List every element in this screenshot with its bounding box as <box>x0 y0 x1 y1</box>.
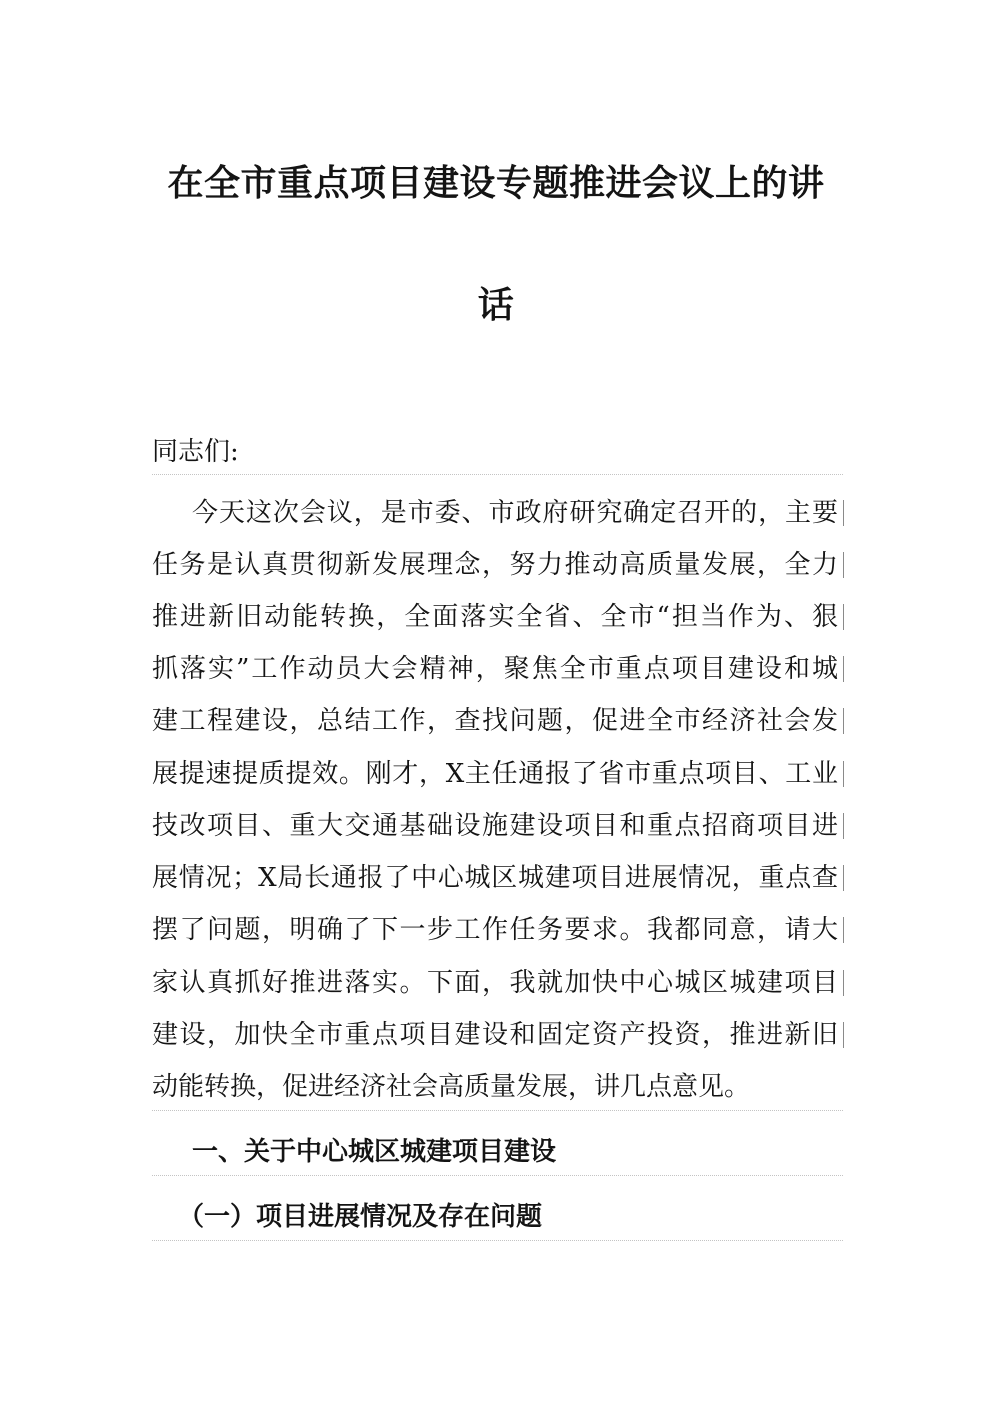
line-end-marker <box>843 970 844 996</box>
paragraph-line: 任务是认真贯彻新发展理念，努力推动高质量发展，全力 <box>152 550 838 580</box>
line-end-marker <box>843 761 844 787</box>
paragraph-line: 抓落实”工作动员大会精神，聚焦全市重点项目建设和城 <box>152 654 838 684</box>
paragraph-line: 家认真抓好推进落实。下面，我就加快中心城区城建项目 <box>152 968 838 998</box>
line-end-marker <box>843 552 844 578</box>
line-end-marker <box>843 1022 844 1048</box>
line-end-marker <box>843 813 844 839</box>
salutation: 同志们: <box>152 437 239 467</box>
paragraph-line: 动能转换，促进经济社会高质量发展，讲几点意见。 <box>152 1072 751 1102</box>
dotted-separator <box>152 474 843 475</box>
paragraph-line: 技改项目、重大交通基础设施建设项目和重点招商项目进 <box>152 811 838 841</box>
paragraph-line: 展情况；X局长通报了中心城区城建项目进展情况，重点查 <box>152 863 838 893</box>
paragraph-line: 今天这次会议，是市委、市政府研究确定召开的，主要 <box>192 498 838 528</box>
dotted-separator <box>152 1110 843 1111</box>
subsection-heading: （一）项目进展情况及存在问题 <box>178 1202 543 1232</box>
line-end-marker <box>843 500 844 526</box>
paragraph-line: 建设，加快全市重点项目建设和固定资产投资，推进新旧 <box>152 1020 838 1050</box>
line-end-marker <box>843 656 844 682</box>
dotted-separator <box>152 1240 843 1241</box>
document-title-line-2: 话 <box>477 284 515 326</box>
line-end-marker <box>843 708 844 734</box>
paragraph-line: 摆了问题，明确了下一步工作任务要求。我都同意，请大 <box>152 915 838 945</box>
line-end-marker <box>843 917 844 943</box>
line-end-marker <box>843 865 844 891</box>
line-end-marker <box>843 604 844 630</box>
paragraph-line: 展提速提质提效。刚才，X主任通报了省市重点项目、工业 <box>152 759 838 789</box>
document-title-line-1: 在全市重点项目建设专题推进会议上的讲 <box>167 162 825 204</box>
section-heading: 一、关于中心城区城建项目建设 <box>192 1137 557 1167</box>
paragraph-line: 推进新旧动能转换，全面落实全省、全市“担当作为、狠 <box>152 602 838 632</box>
dotted-separator <box>152 1175 843 1176</box>
paragraph-line: 建工程建设，总结工作，查找问题，促进全市经济社会发 <box>152 706 838 736</box>
